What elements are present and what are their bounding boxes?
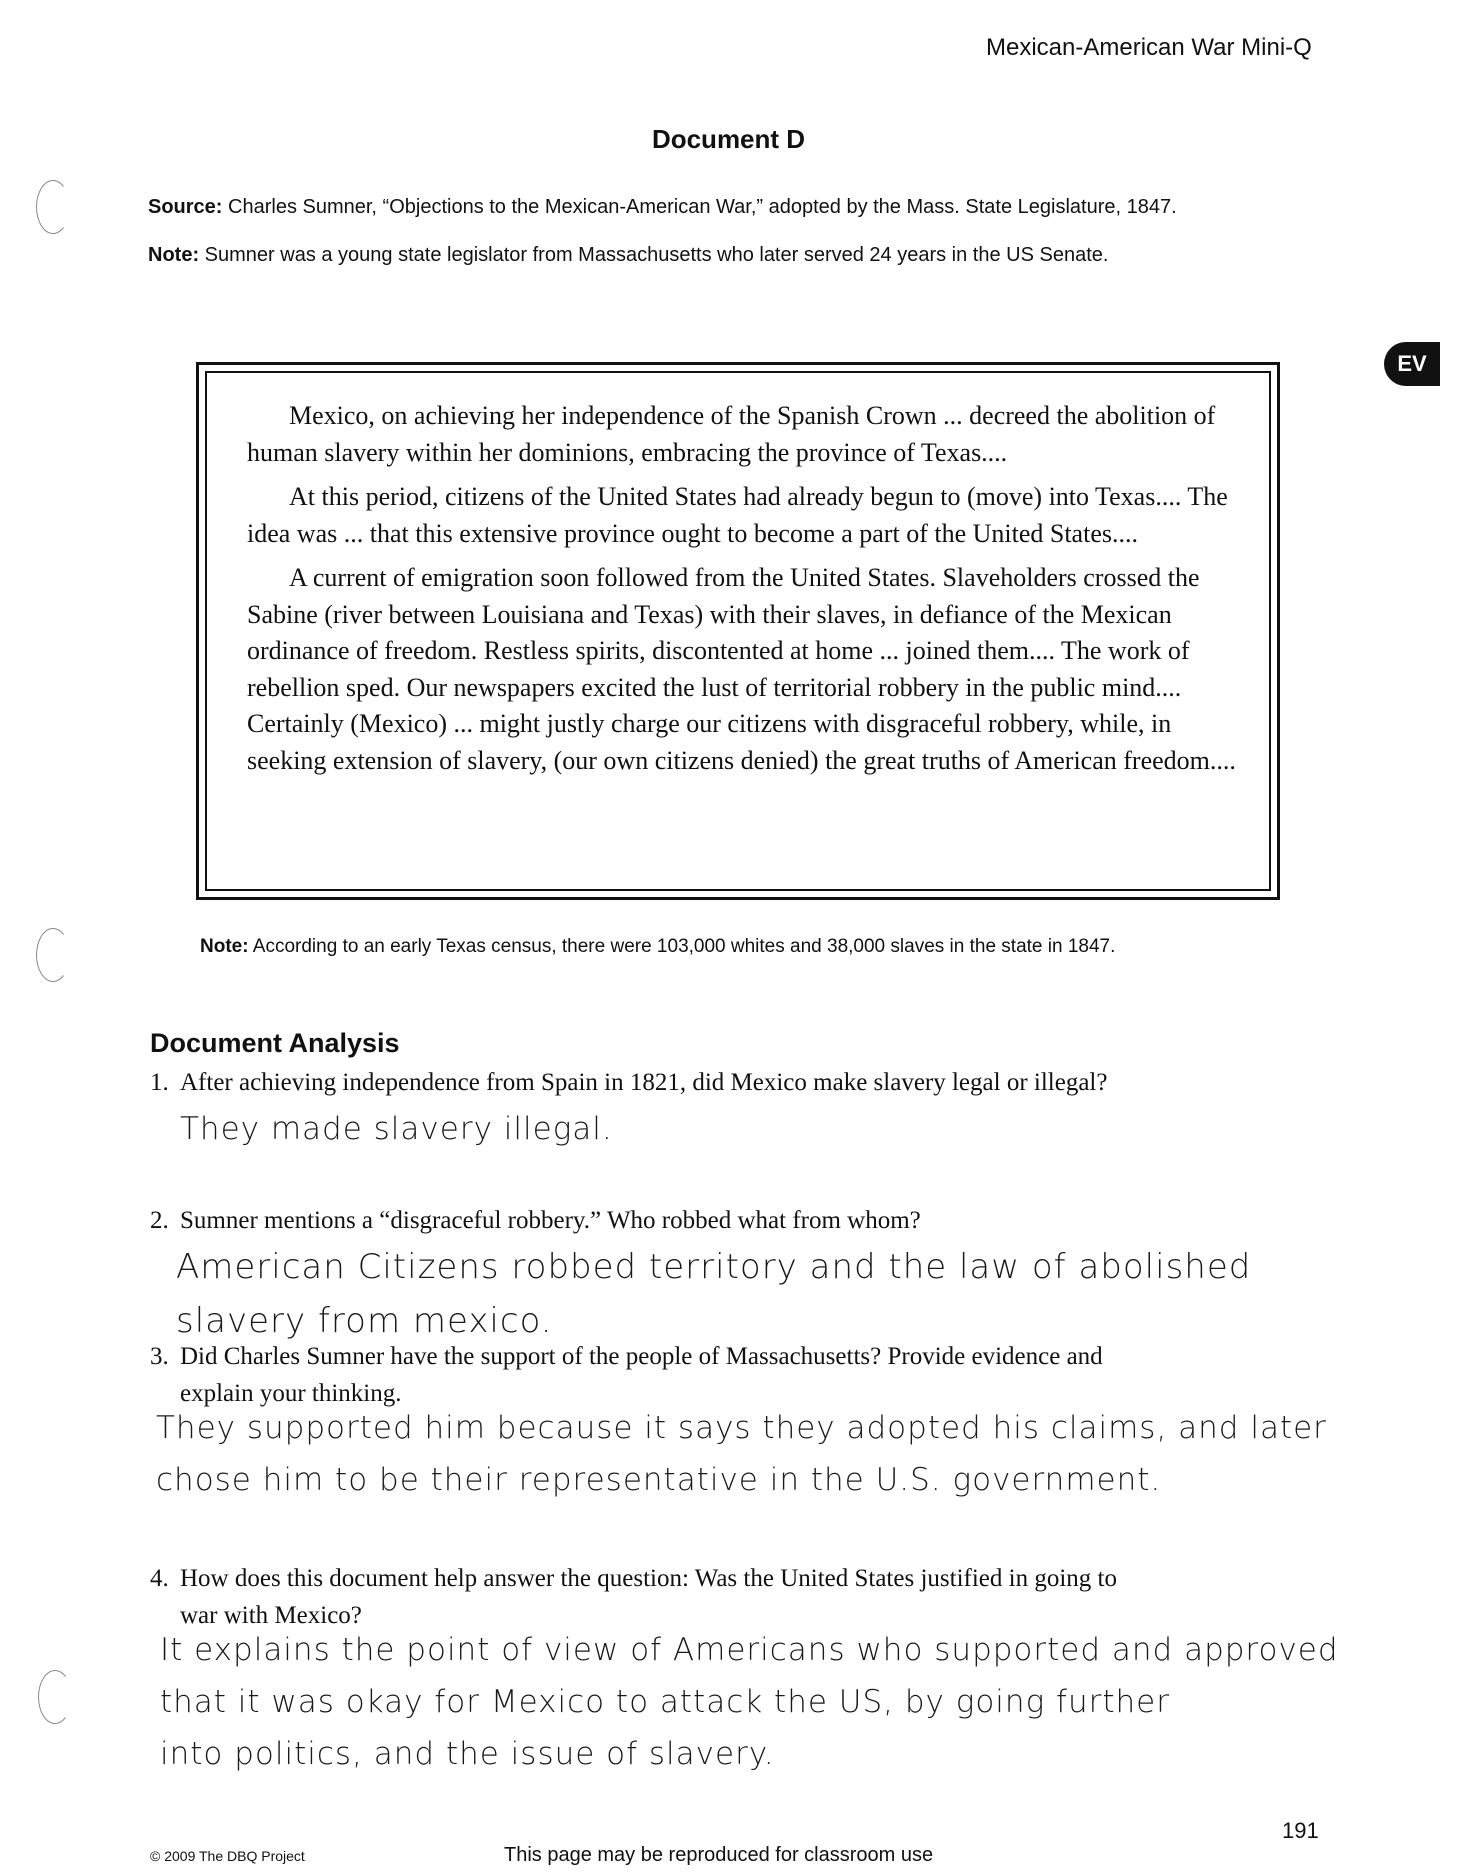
question-number: 4. [150,1565,169,1592]
question-4 [150,1560,1280,1634]
document-title: Document D [651,124,806,154]
question-number: 2. [150,1207,169,1234]
note-line [148,244,1108,267]
answer-line: They supported him because it says they adopted his claims, and later [156,1410,1327,1446]
binder-hole-mark [38,1670,72,1724]
census-note-label: Note: [200,936,249,957]
note-text: Sumner was a young state legislator from Massachusetts who later served 24 years in the US Senate. [204,244,1109,266]
question-text: Did Charles Sumner have the support of the people of Massachusetts? Provide evidence and [180,1343,1103,1370]
question-number: 1. [150,1069,169,1096]
quote-text [247,398,1247,787]
question-text: How does this document help answer the question: Was the United States justified in going to [180,1565,1117,1592]
question-number: 3. [150,1343,169,1370]
answer-line: It explains the point of view of Americans who supported and approved [160,1632,1339,1668]
answer-3[interactable] [156,1402,1396,1506]
source-line [148,196,1177,219]
answer-2[interactable] [176,1240,1356,1348]
analysis-heading: Document Analysis [150,1028,400,1058]
question-1 [150,1064,1107,1101]
answer-4[interactable] [160,1624,1440,1780]
question-3 [150,1338,1280,1412]
question-text-continued: explain your thinking. [180,1380,402,1407]
header-title: Mexican-American War Mini-Q [986,34,1312,61]
answer-1[interactable] [180,1104,613,1154]
answer-line: into politics, and the issue of slavery. [160,1736,775,1772]
census-note-text: According to an early Texas census, there were 103,000 whites and 38,000 slaves in the state in 1847. [252,936,1116,957]
quote-paragraph: At this period, citizens of the United States had already begun to (move) into Texas.... The idea was ... that this extensive province ought to become a part of the United States.... [247,482,1228,548]
ev-badge: EV [1384,342,1440,386]
question-text: After achieving independence from Spain in 1821, did Mexico make slavery legal or illegal? [180,1069,1108,1096]
answer-line: They made slavery illegal. [180,1111,613,1147]
census-note [200,936,1115,958]
quote-paragraph: Mexico, on achieving her independence of the Spanish Crown ... decreed the abolition of human slavery within her dominions, embracing the province of Texas.... [247,401,1216,467]
answer-line: that it was okay for Mexico to attack the US, by going further [160,1684,1170,1720]
source-text: Charles Sumner, “Objections to the Mexican-American War,” adopted by the Mass. State Legislature, 1847. [228,196,1177,218]
binder-hole-mark [36,928,70,982]
question-text: Sumner mentions a “disgraceful robbery.” Who robbed what from whom? [180,1207,921,1234]
binder-hole-mark [36,180,70,234]
page-number: 191 [1282,1818,1319,1843]
source-label: Source: [148,196,223,218]
answer-line: chose him to be their representative in the U.S. government. [156,1462,1162,1498]
answer-line: slavery from mexico. [176,1301,553,1341]
question-2 [150,1202,921,1239]
footer-reproduce-note: This page may be reproduced for classroom use [504,1844,934,1866]
question-text-continued: war with Mexico? [180,1602,362,1629]
quote-paragraph: A current of emigration soon followed from the United States. Slaveholders crossed the Sabine (river between Louisiana and Texas) with their slaves, in defiance of the Mexican ordinance of freedom. Restless spirits, discontented at home ... joined them.... The work of rebellion sped. Our newspapers excited the lust of territorial robbery in the public mind.... Certainly (Mexico) ... might justly charge our citizens with disgraceful robbery, while, in seeking extension of slavery, (our own citizens denied) the great truths of American freedom.... [247,563,1236,775]
answer-line: American Citizens robbed territory and the law of abolished [176,1247,1252,1287]
footer-copyright: © 2009 The DBQ Project [150,1848,305,1864]
note-label: Note: [148,244,200,266]
